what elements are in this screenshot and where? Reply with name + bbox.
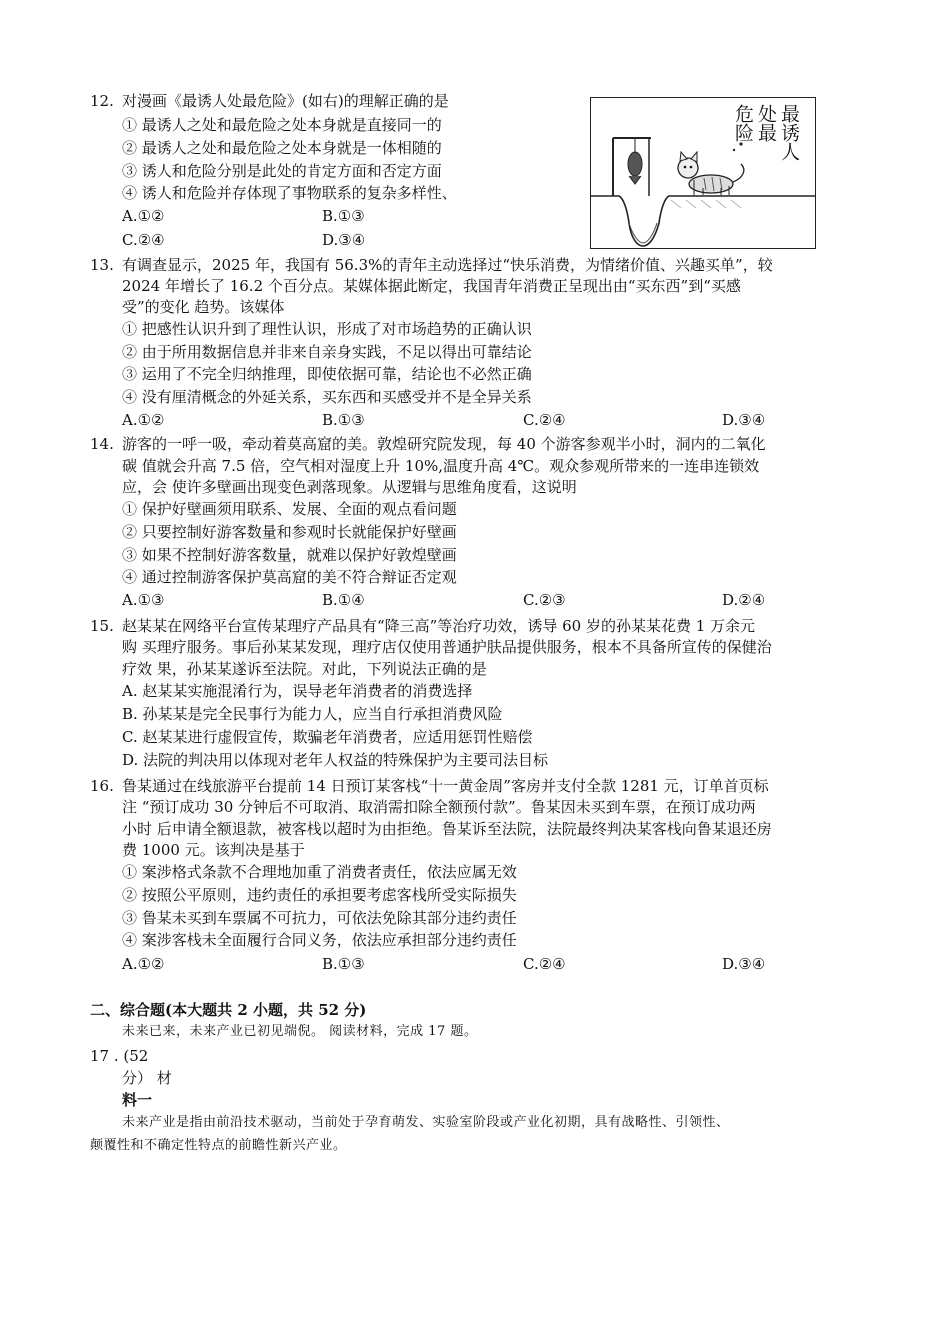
q13-line-1: 有调查显示，2025 年，我国有 56.3%的青年主动选择过“快乐消费，为情绪价值、兴趣买单”，较 [122,256,773,274]
q16-line-4: 费 1000 元。该判决是基于 [122,841,305,859]
q12-statement-2: ② 最诱人之处和最危险之处本身就是一体相随的 [122,139,442,157]
section-2-title: 二、综合题(本大题共 2 小题，共 52 分) [90,1001,367,1019]
q16-option-b: B.①③ [322,955,365,973]
q12-statement-4: ④ 诱人和危险并存体现了事物联系的复杂多样性、 [122,184,457,202]
q15-number: 15. [90,617,114,635]
cartoon-image [590,97,816,249]
q12-statement-1: ① 最诱人之处和最危险之处本身就是直接同一的 [122,116,442,134]
q16-statement-3: ③ 鲁某未买到车票属不可抗力，可依法免除其部分违约责任 [122,909,517,927]
q16-number: 16. [90,777,114,795]
q17-material-label: 料一 [122,1091,153,1109]
q14-option-a: A.①③ [122,591,165,609]
q15-option-c: C. 赵某某进行虚假宣传，欺骗老年消费者，应适用惩罚性赔偿 [122,728,533,746]
q14-statement-2: ② 只要控制好游客数量和参观时长就能保护好壁画 [122,523,457,541]
q15-option-a: A. 赵某某实施混淆行为，误导老年消费者的消费选择 [122,682,473,700]
cartoon-caption-3: 危险 [732,104,754,142]
q14-statement-1: ① 保护好壁画须用联系、发展、全面的观点看问题 [122,500,457,518]
q13-option-d: D.③④ [722,411,766,429]
q13-statement-2: ② 由于所用数据信息并非来自亲身实践，不足以得出可靠结论 [122,343,532,361]
q13-line-3: 受”的变化 趋势。该媒体 [122,298,285,316]
q17-material-paragraph-1: 未来产业是指由前沿技术驱动，当前处于孕育萌发、实验室阶段或产业化初期，具有战略性、引领性、 [122,1115,730,1130]
q15-line-1: 赵某某在网络平台宣传某理疗产品具有“降三高”等治疗功效，诱导 60 岁的孙某某花费 1 万余元 [122,617,756,635]
q14-statement-4: ④ 通过控制游客保护莫高窟的美不符合辩证否定观 [122,568,457,586]
q13-option-b: B.①③ [322,411,365,429]
cartoon-caption-2: 处最 [755,104,777,142]
q13-option-a: A.①② [122,411,165,429]
q16-option-d: D.③④ [722,955,766,973]
q15-line-3: 疗效 果，孙某某遂诉至法院。对此，下列说法正确的是 [122,660,487,678]
q16-line-2: 注 “预订成功 30 分钟后不可取消、取消需扣除全额预付款”。鲁某因未买到车票，在预订成功两 [122,798,756,816]
q13-number: 13. [90,256,114,274]
q16-option-c: C.②④ [523,955,566,973]
q14-number: 14. [90,435,114,453]
section-2-intro: 未来已来，未来产业已初见端倪。 阅读材料，完成 17 题。 [122,1024,478,1039]
q14-option-c: C.②③ [523,591,566,609]
q13-line-2: 2024 年增长了 16.2 个百分点。某媒体据此断定，我国青年消费正呈现出由“买东西”到“买感 [122,277,741,295]
q12-stem: 对漫画《最诱人处最危险》(如右)的理解正确的是 [122,92,449,110]
q13-statement-4: ④ 没有厘清概念的外延关系，买东西和买感受并不是全异关系 [122,388,532,406]
q16-statement-1: ① 案涉格式条款不合理地加重了消费者责任，依法应属无效 [122,863,517,881]
q14-line-3: 应，会 使许多壁画出现变色剥落现象。从逻辑与思维角度看，这说明 [122,478,577,496]
q17-number: 17 . (52 [90,1047,149,1065]
q12-option-a: A.①② [122,207,165,225]
q12-option-c: C.②④ [122,231,165,249]
q16-statement-4: ④ 案涉客栈未全面履行合同义务，依法应承担部分违约责任 [122,931,517,949]
q15-option-b: B. 孙某某是完全民事行为能力人，应当自行承担消费风险 [122,705,503,723]
q14-option-d: D.②④ [722,591,766,609]
q14-statement-3: ③ 如果不控制好游客数量，就难以保护好敦煌壁画 [122,546,457,564]
q13-statement-1: ① 把感性认识升到了理性认识，形成了对市场趋势的正确认识 [122,320,532,338]
q17-line-2: 分） 材 [122,1069,172,1087]
q15-line-2: 购 买理疗服务。事后孙某某发现，理疗店仅使用普通护肤品提供服务，根本不具备所宣传的保健治 [122,638,772,656]
q16-option-a: A.①② [122,955,165,973]
q15-option-d: D. 法院的判决用以体现对老年人权益的特殊保护为主要司法目标 [122,751,549,769]
q16-statement-2: ② 按照公平原则，违约责任的承担要考虑客栈所受实际损失 [122,886,517,904]
q12-number: 12. [90,92,114,110]
q13-option-c: C.②④ [523,411,566,429]
q14-line-1: 游客的一呼一吸，牵动着莫高窟的美。敦煌研究院发现，每 40 个游客参观半小时，洞内的二氧化 [122,435,766,453]
q13-statement-3: ③ 运用了不完全归纳推理，即使依据可靠，结论也不必然正确 [122,365,532,383]
q12-option-b: B.①③ [322,207,365,225]
q16-line-1: 鲁某通过在线旅游平台提前 14 日预订某客栈“十一黄金周”客房并支付全款 1281 元，订单首页标 [122,777,769,795]
q14-option-b: B.①④ [322,591,365,609]
q12-option-d: D.③④ [322,231,366,249]
cartoon-caption-1: 最诱人 [778,104,800,161]
q16-line-3: 小时 后申请全额退款，被客栈以超时为由拒绝。鲁某诉至法院，法院最终判决某客栈向鲁某退还房 [122,820,772,838]
q14-line-2: 碳 值就会升高 7.5 倍，空气相对湿度上升 10%,温度升高 4℃。观众参观所带来的一连串连锁效 [122,457,760,475]
q17-material-paragraph-2: 颠覆性和不确定性特点的前瞻性新兴产业。 [90,1138,347,1153]
q12-statement-3: ③ 诱人和危险分别是此处的肯定方面和否定方面 [122,162,442,180]
